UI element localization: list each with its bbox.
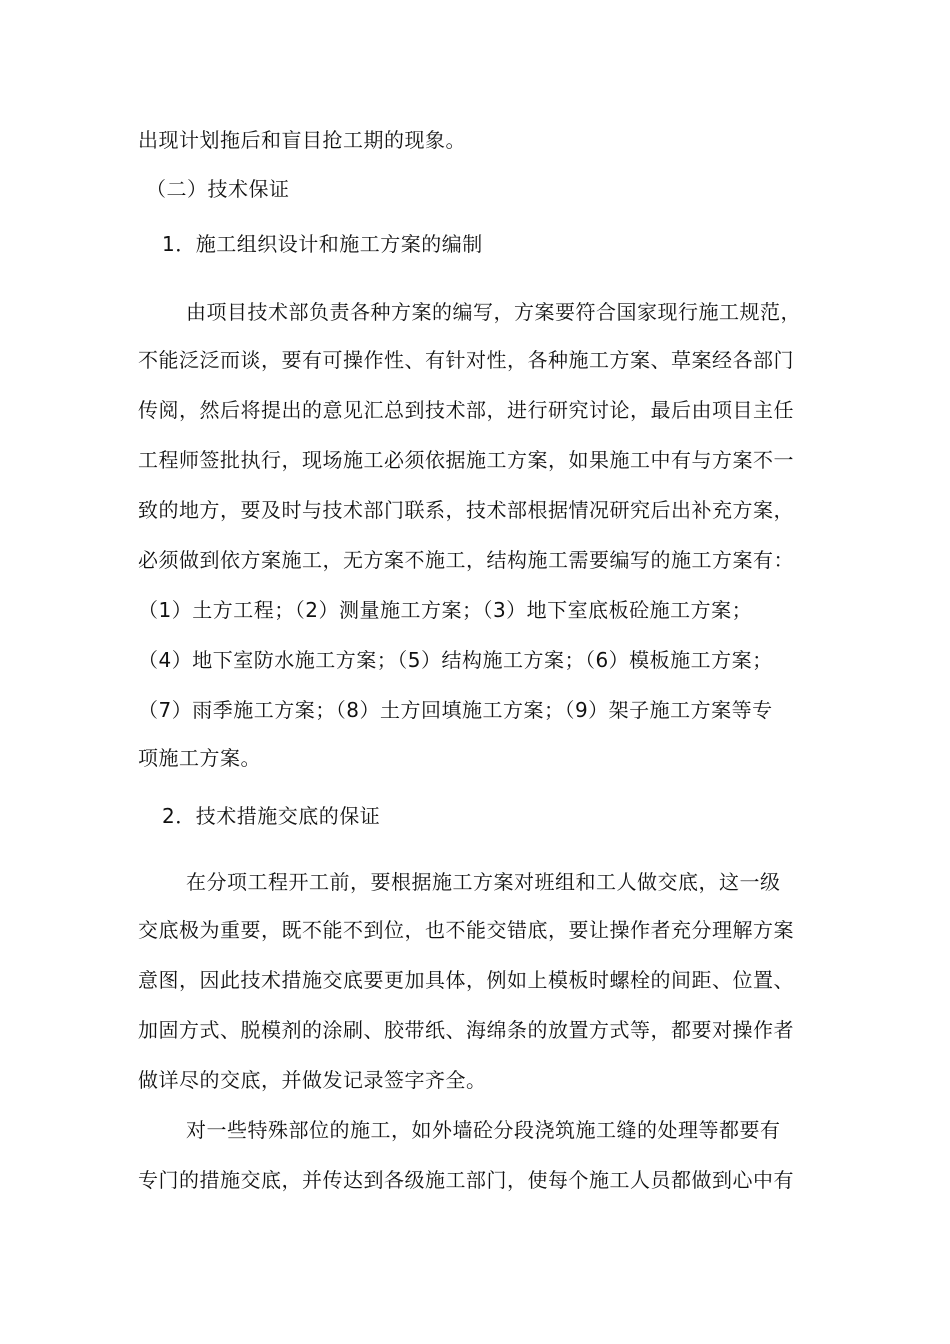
paragraph-line: 必须做到依方案施工，无方案不施工，结构施工需要编写的施工方案有： xyxy=(138,548,794,572)
subsection-heading: 1．施工组织设计和施工方案的编制 xyxy=(162,232,483,256)
section-heading: （二）技术保证 xyxy=(146,177,290,201)
paragraph-line: 专门的措施交底，并传达到各级施工部门，使每个施工人员都做到心中有 xyxy=(138,1168,794,1192)
paragraph-line: 做详尽的交底，并做发记录签字齐全。 xyxy=(138,1068,487,1092)
paragraph-line: （1）土方工程；（2）测量施工方案；（3）地下室底板砼施工方案； xyxy=(138,598,753,622)
subsection-heading: 2．技术措施交底的保证 xyxy=(162,804,381,828)
paragraph-line: 致的地方，要及时与技术部门联系，技术部根据情况研究后出补充方案， xyxy=(138,498,794,522)
paragraph-line: 工程师签批执行，现场施工必须依据施工方案，如果施工中有与方案不一 xyxy=(138,448,794,472)
paragraph-line: 出现计划拖后和盲目抢工期的现象。 xyxy=(138,128,466,152)
paragraph-line: 项施工方案。 xyxy=(138,746,261,770)
paragraph-line: 对一些特殊部位的施工，如外墙砼分段浇筑施工缝的处理等都要有 xyxy=(186,1118,781,1142)
paragraph-line: 加固方式、脱模剂的涂刷、胶带纸、海绵条的放置方式等，都要对操作者 xyxy=(138,1018,794,1042)
paragraph-line: 传阅，然后将提出的意见汇总到技术部，进行研究讨论，最后由项目主任 xyxy=(138,398,794,422)
paragraph-line: 由项目技术部负责各种方案的编写，方案要符合国家现行施工规范， xyxy=(186,300,801,324)
paragraph-line: 不能泛泛而谈，要有可操作性、有针对性，各种施工方案、草案经各部门 xyxy=(138,348,794,372)
paragraph-line: （7）雨季施工方案；（8）土方回填施工方案；（9）架子施工方案等专 xyxy=(138,698,773,722)
paragraph-line: 在分项工程开工前，要根据施工方案对班组和工人做交底，这一级 xyxy=(186,870,781,894)
paragraph-line: 意图，因此技术措施交底要更加具体，例如上模板时螺栓的间距、位置、 xyxy=(138,968,794,992)
paragraph-line: （4）地下室防水施工方案；（5）结构施工方案；（6）模板施工方案； xyxy=(138,648,773,672)
paragraph-line: 交底极为重要，既不能不到位，也不能交错底，要让操作者充分理解方案 xyxy=(138,918,794,942)
